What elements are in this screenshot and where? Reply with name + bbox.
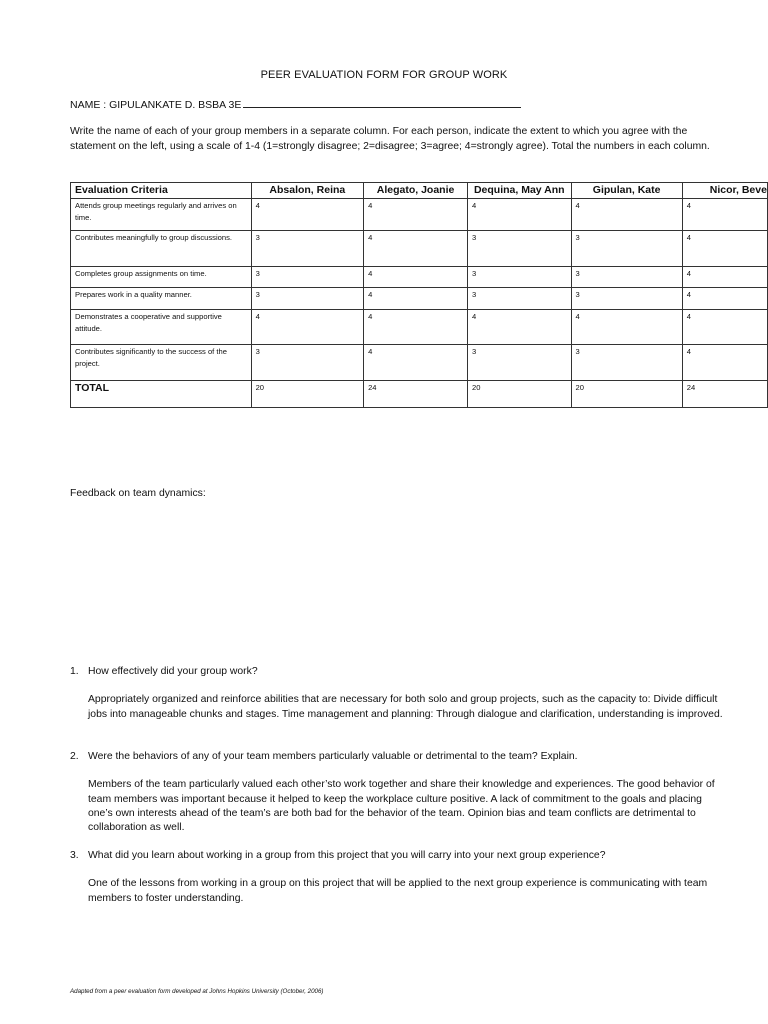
score-cell: 4 (251, 310, 364, 345)
total-row (71, 381, 768, 408)
instructions-text: Write the name of each of your group members in a separate column. For each person, indicate the extent to which you agree with the statement on the left, using a scale of 1-4 (1=strongly disagree; 2=disagree; 3=agree; 4=strongly agree). Total the numbers in each column. (70, 126, 710, 152)
member-header: Absalon, Reina (251, 183, 364, 199)
question-text: Were the behaviors of any of your team members particularly valuable or detrimental to the team? Explain. (88, 751, 578, 762)
score-cell: 4 (571, 310, 682, 345)
score-cell: 3 (468, 231, 572, 267)
score-cell: 4 (364, 310, 468, 345)
feedback-heading: Feedback on team dynamics: (70, 488, 206, 499)
answer-text: One of the lessons from working in a group on this project that will be applied to the next group experience is communicating with team members to foster understanding. (88, 878, 708, 904)
table-row (71, 231, 768, 267)
question-number: 3. (70, 850, 79, 861)
name-line (70, 97, 521, 111)
question-item (70, 849, 728, 906)
question-item (70, 665, 728, 722)
score-cell: 4 (571, 199, 682, 231)
total-cell: 20 (468, 381, 572, 408)
criterion-cell: Prepares work in a quality manner. (71, 288, 252, 310)
score-cell: 3 (251, 231, 364, 267)
answer-text: Members of the team particularly valued each other’sto work together and share their knowledge and experiences. The good behavior of team members was important because it helped to keep the workplace culture positive. A lack of commitment to the goals and placing one’s own interests ahead of the team’s are both bad for the behavior of the team. Opinion bias and team conflicts are detrimental to collaboration as well. (88, 779, 715, 834)
score-cell: 4 (682, 310, 767, 345)
total-label: TOTAL (71, 381, 252, 408)
table-header-row (71, 183, 768, 199)
question-text: How effectively did your group work? (88, 666, 258, 677)
score-cell: 4 (251, 199, 364, 231)
evaluation-table (70, 182, 768, 408)
criteria-header: Evaluation Criteria (71, 183, 252, 199)
score-cell: 3 (468, 288, 572, 310)
total-cell: 20 (251, 381, 364, 408)
score-cell: 4 (468, 310, 572, 345)
question-text: What did you learn about working in a group from this project that you will carry into your next group experience? (88, 850, 606, 861)
score-cell: 3 (468, 345, 572, 381)
score-cell: 4 (364, 267, 468, 288)
score-cell: 4 (364, 345, 468, 381)
score-cell: 3 (571, 231, 682, 267)
score-cell: 4 (364, 231, 468, 267)
score-cell: 4 (468, 199, 572, 231)
name-underline (243, 97, 521, 108)
member-header: Dequina, May Ann (468, 183, 572, 199)
footnote: Adapted from a peer evaluation form developed at Johns Hopkins University (October, 2006) (70, 988, 324, 995)
score-cell: 4 (682, 199, 767, 231)
score-cell: 4 (682, 267, 767, 288)
question-item (70, 750, 728, 835)
question-number: 2. (70, 751, 79, 762)
criterion-cell: Contributes meaningfully to group discussions. (71, 231, 252, 267)
question-number: 1. (70, 666, 79, 677)
table-row (71, 288, 768, 310)
score-cell: 4 (364, 199, 468, 231)
criterion-cell: Demonstrates a cooperative and supportive attitude. (71, 310, 252, 345)
score-cell: 3 (251, 345, 364, 381)
total-cell: 20 (571, 381, 682, 408)
score-cell: 3 (251, 267, 364, 288)
member-header: Gipulan, Kate (571, 183, 682, 199)
score-cell: 3 (251, 288, 364, 310)
answer-text: Appropriately organized and reinforce abilities that are necessary for both solo and group projects, such as the capacity to: Divide difficult jobs into manageable chunks and stages. Time management and planning: Through dialogue and clarification, understanding is improved. (88, 694, 723, 720)
table-row (71, 310, 768, 345)
score-cell: 3 (571, 345, 682, 381)
score-cell: 4 (682, 345, 767, 381)
score-cell: 4 (682, 231, 767, 267)
score-cell: 3 (571, 288, 682, 310)
criterion-cell: Attends group meetings regularly and arrives on time. (71, 199, 252, 231)
table-row (71, 345, 768, 381)
score-cell: 3 (468, 267, 572, 288)
score-cell: 4 (682, 288, 767, 310)
total-cell: 24 (364, 381, 468, 408)
score-cell: 4 (364, 288, 468, 310)
total-cell: 24 (682, 381, 767, 408)
score-cell: 3 (571, 267, 682, 288)
table-row (71, 199, 768, 231)
member-header: Nicor, Beve (682, 183, 767, 199)
criterion-cell: Completes group assignments on time. (71, 267, 252, 288)
criterion-cell: Contributes significantly to the success of the project. (71, 345, 252, 381)
form-title: PEER EVALUATION FORM FOR GROUP WORK (260, 69, 508, 81)
name-value: NAME : GIPULANKATE D. BSBA 3E (70, 99, 242, 111)
table-row (71, 267, 768, 288)
member-header: Alegato, Joanie (364, 183, 468, 199)
